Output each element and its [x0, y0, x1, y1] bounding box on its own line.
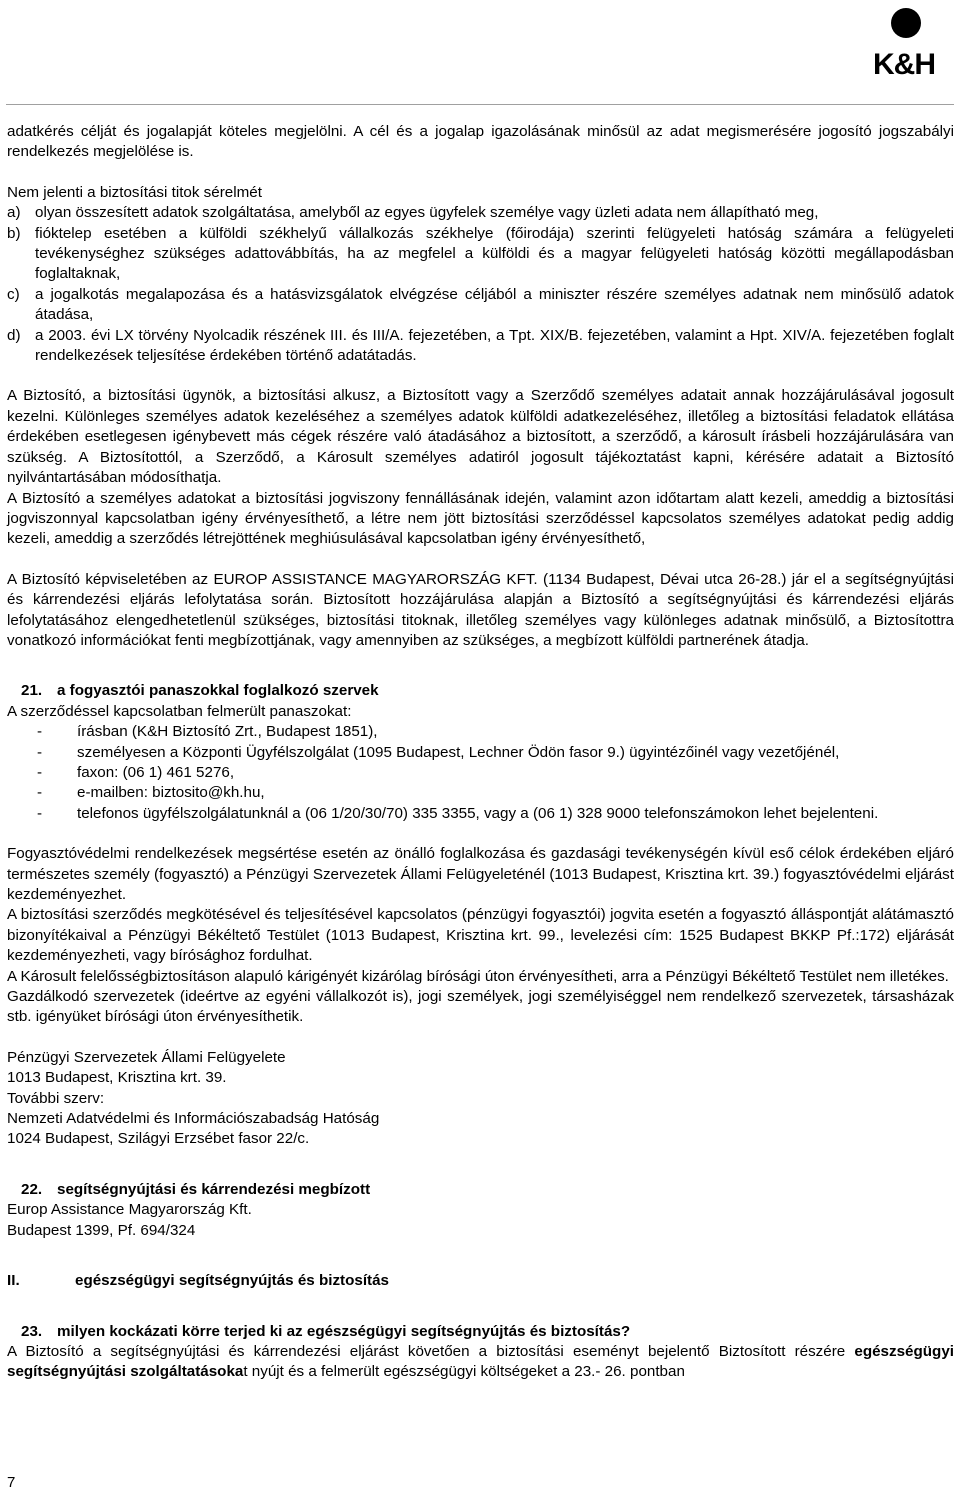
list-item: [7, 224, 954, 285]
section-title: a fogyasztói panaszokkal foglalkozó szervek: [57, 682, 379, 700]
list-item-label: a): [7, 204, 21, 222]
list-item-text: a 2003. évi LX törvény Nyolcadik részének III. és III/A. fejezetében, a Tpt. XIX/B. fejezetében, valamint a Hpt. XIV/A. fejezetében foglalt rendelkezések teljesítése érdekében történő adatátadás.: [35, 326, 954, 365]
address-line: Pénzügyi Szervezetek Állami Felügyelete: [7, 1048, 286, 1066]
list-item-text: a jogalkotás megalapozása és a hatásvizsgálatok elvégzése céljából a miniszter részére személyes adatnak nem minősülő adatok átadása,: [35, 285, 954, 324]
list-item-text: fióktelep esetében a külföldi székhelyű vállalkozás székhelye (főirodája) szerinti felügyeleti hatóság számára a felügyeleti tevékenységhez szükséges adattovábbítás, ha az megfelel a külföldi és a magyar felügyeleti hatóság közötti megállapodásban foglaltaknak,: [35, 224, 954, 283]
header-divider: [6, 104, 954, 105]
dash-bullet: -: [37, 743, 43, 761]
list-item: [7, 804, 954, 824]
list-item: [7, 285, 954, 326]
list-item-text: írásban (K&H Biztosító Zrt., Budapest 1851),: [77, 723, 378, 741]
page-header: [0, 0, 960, 100]
consumer-protection-paragraph: Fogyasztóvédelmi rendelkezések megsértése esetén az önálló foglalkozása és gazdasági tevékenységén kívül eső célok érdekében eljáró természetes személy (fogyasztó) a Pénzügyi Szervezetek Állami Felügyeleténél (1013 Budapest, Krisztina krt. 39.) fogyasztóvédelmi eljárást kezdeményezhet.: [7, 845, 954, 903]
dash-bullet: -: [37, 784, 43, 802]
page-number: 7: [7, 1474, 16, 1491]
section-23-heading: [7, 1322, 954, 1342]
list-item-label: b): [7, 224, 21, 242]
dash-bullet: -: [37, 723, 43, 741]
address-line: További szerv:: [7, 1089, 105, 1107]
chapter-number: II.: [7, 1272, 20, 1290]
section-number: 22.: [21, 1180, 43, 1198]
section-21-heading: [7, 681, 954, 701]
list-item: [7, 203, 954, 223]
chapter-title: egészségügyi segítségnyújtás és biztosítás: [75, 1272, 389, 1290]
list-item-label: c): [7, 285, 20, 303]
complaints-lead: A szerződéssel kapcsolatban felmerült panaszokat:: [7, 702, 352, 720]
list-item-text: olyan összesített adatok szolgáltatása, amelyből az egyes ügyfelek személye vagy üzleti adata nem állapítható meg,: [35, 204, 819, 222]
exceptions-lead: Nem jelenti a biztosítási titok sérelmét: [7, 183, 262, 201]
address-line: 1024 Budapest, Szilágyi Erzsébet fasor 22/c.: [7, 1130, 310, 1148]
dash-bullet: -: [37, 763, 43, 781]
list-item-label: d): [7, 326, 21, 344]
list-item: [7, 326, 954, 367]
arbitration-paragraph: A biztosítási szerződés megkötésével és teljesítésével kapcsolatos (pénzügyi fogyasztói) jogvita esetén a fogyasztó álláspontját alátámasztó bizonyítékaival a Pénzügyi Békéltető Testület (1013 Budapest, Krisztina krt. 99., levelezési cím: 1525 Budapest BKKP Pf.:172) eljárását kezdeményezheti, vagy bírósághoz fordulhat.: [7, 906, 954, 965]
handling-paragraph: A Biztosító, a biztosítási ügynök, a biztosítási alkusz, a Biztosított vagy a Szerződő személyes adatait annak hozzájárulásával jogosult kezelni. Különleges személyes adatok kezeléséhez a személyes adatok külföldi adatkezeléséhez, illetőleg a biztosítási feladatok ellátása érdekében esetlegesen igénybevett más cégek részére való átadásához a biztosított, a szerződő, a károsult írásbeli hozzájárulására van szükség. A Biztosítottól, a Szerződő, a Károsult személyes adatiról jogosult tájékoztatást kapni, kérésére adatait a Biztosító nyilvántartásában módosíthatja.: [7, 387, 954, 487]
liability-paragraph: A Károsult felelősségbiztosításon alapuló kárigényét kizárólag bírósági úton érvényesítheti, arra a Pénzügyi Békéltető Testület nem illetékes.: [7, 967, 949, 985]
list-item: [7, 783, 954, 803]
list-item: [7, 763, 954, 783]
agent-name: Europ Assistance Magyarország Kft.: [7, 1201, 252, 1219]
list-item: [7, 743, 954, 763]
section-number: 21.: [21, 682, 43, 700]
section-22-heading: [7, 1180, 954, 1200]
retention-paragraph: A Biztosító a személyes adatokat a biztosítási jogviszony fennállásának idején, valamint azon időtartam alatt kezeli, ameddig a biztosítási jogviszonnyal kapcsolatban igény érvényesíthető, a létre nem jött biztosítási szerződéssel kapcsolatos személyes adatokat pedig addig kezeli, ameddig a szerződés létrejöttének meghiúsulásával kapcsolatban igény érvényesíthető,: [7, 489, 954, 548]
list-item-text: faxon: (06 1) 461 5276,: [77, 763, 235, 781]
list-item-text: telefonos ügyfélszolgálatunknál a (06 1/20/30/70) 335 3355, vagy a (06 1) 328 9000 telefonszámokon lehet bejelenteni.: [77, 804, 879, 822]
business-paragraph: Gazdálkodó szervezetek (ideértve az egyéni vállalkozót is), jogi személyek, jogi személyiséggel nem rendelkező szervezetek, társasházak stb. igényüket bírósági úton érvényesíthetik.: [7, 988, 954, 1026]
section-title: milyen kockázati körre terjed ki az egészségügyi segítségnyújtás és biztosítás?: [57, 1322, 631, 1340]
bold-text-run: egészségügyi segítségnyújtási szolgáltatásoka: [7, 1342, 954, 1381]
list-item-text: személyesen a Központi Ügyfélszolgálat (1095 Budapest, Lechner Ödön fasor 9.) ügyintézőinél vagy vezetőjénél,: [77, 743, 840, 761]
section-23-text: [7, 1342, 954, 1383]
section-number: 23.: [21, 1322, 43, 1340]
document-body: [7, 122, 954, 1383]
representative-paragraph: A Biztosító képviseletében az EUROP ASSISTANCE MAGYARORSZÁG KFT. (1134 Budapest, Dévai utca 26-28.) jár el a segítségnyújtási és kárrendezési eljárás lefolytatása során. Biztosított hozzájárulása alapján a Biztosító a segítségnyújtási és kárrendezési eljárás lefolytatásához elengedhetetlenül szükséges, biztosítási titoknak, illetőleg személyes vagy különleges adatnak minősülő, a Biztosítottra vonatkozó információkat fenti megbízottjának, vagy amennyiben az szükséges, a megbízott külföldi partnerének átadja.: [7, 570, 954, 649]
text-run: A Biztosító a segítségnyújtási és kárrendezési eljárást követően a biztosítási eseményt bejelentő Biztosított részére: [7, 1342, 855, 1360]
agent-address: Budapest 1399, Pf. 694/324: [7, 1221, 196, 1239]
logo-text: K&H: [873, 48, 935, 81]
intro-paragraph: adatkérés célját és jogalapját köteles megjelölni. A cél és a jogalap igazolásának minősül az adat megismerésére jogosító jogszabályi rendelkezés megjelölése is.: [7, 123, 954, 161]
dash-bullet: -: [37, 804, 43, 822]
list-item-text: e-mailben: biztosito@kh.hu,: [77, 784, 265, 802]
text-run: t nyújt és a felmerült egészségügyi költségeket a 23.- 26. pontban: [243, 1363, 685, 1381]
address-line: Nemzeti Adatvédelmi és Információszabadság Hatóság: [7, 1110, 380, 1128]
list-item: [7, 722, 954, 742]
address-line: 1013 Budapest, Krisztina krt. 39.: [7, 1069, 227, 1087]
section-title: segítségnyújtási és kárrendezési megbízott: [57, 1180, 371, 1198]
chapter-II-heading: [7, 1271, 954, 1291]
